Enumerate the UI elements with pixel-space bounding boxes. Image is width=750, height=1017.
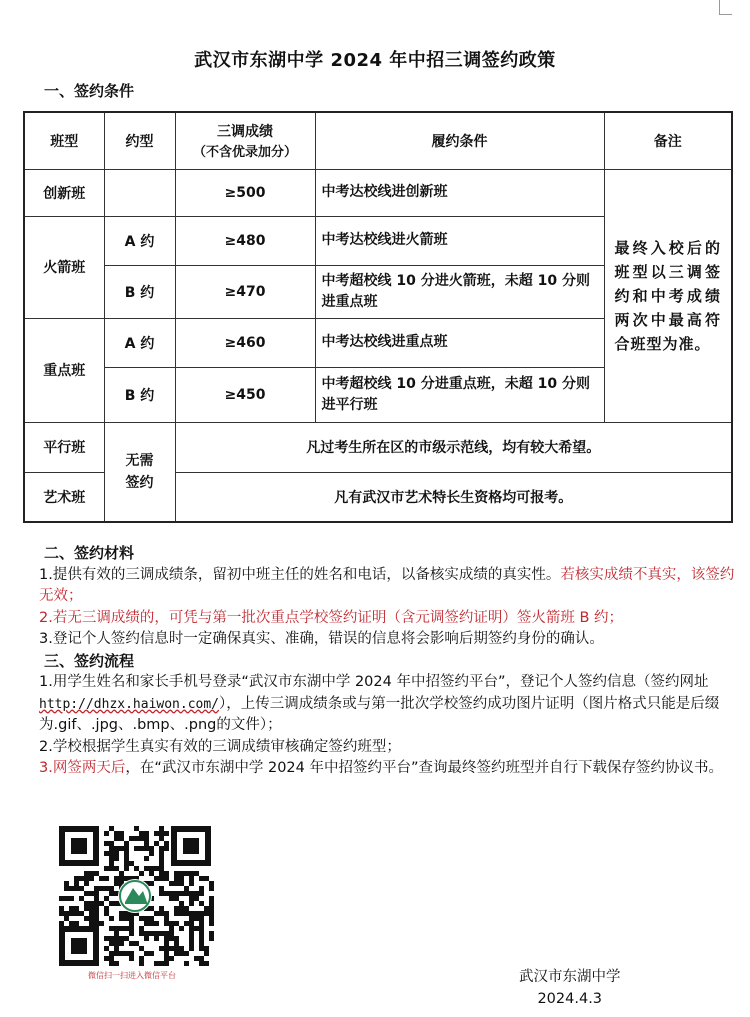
score-cell: ≥460 (175, 318, 315, 367)
section1-heading: 一、签约条件 (44, 82, 135, 100)
contract-cell: A 约 (104, 216, 175, 265)
contract-cell (104, 422, 175, 522)
process-item-1-text-a: 1.用学生姓名和家长手机号登录“武汉市东湖中学 2024 年中招签约平台”，登记个人签约信息（签约网址 (39, 674, 709, 690)
header-note: 备注 (604, 112, 732, 169)
section2-heading: 二、签约材料 (44, 544, 135, 562)
class-cell: 重点班 (24, 318, 104, 422)
material-item-1-text: 1.提供有效的三调成绩条，留初中班主任的姓名和电话，以备核实成绩的真实性。 (39, 566, 561, 583)
no-contract-line2: 签约 (125, 474, 154, 491)
signature-block (519, 966, 621, 1010)
signature-date: 2024.4.3 (537, 991, 603, 1007)
signature-school: 武汉市东湖中学 (519, 969, 621, 985)
material-item-3: 3.登记个人签约信息时一定确保真实、准确，错误的信息将会影响后期签约身份的确认。 (39, 631, 604, 647)
process-item-2: 2.学校根据学生真实有效的三调成绩审核确定签约班型； (39, 738, 401, 755)
header-score-line1: 三调成绩 (217, 124, 273, 141)
note-cell: 最终入校后的班型以三调签约和中考成绩两次中最高符合班型为准。 (604, 169, 732, 422)
score-cell: ≥500 (175, 169, 315, 216)
condition-cell: 中考超校线 10 分进重点班，未超 10 分则进平行班 (315, 367, 604, 422)
qr-finder-top-right (171, 826, 211, 866)
process-item-3-highlight: 3.网签两天后 (39, 760, 126, 776)
header-contract: 约型 (104, 112, 175, 169)
table-row (24, 422, 732, 472)
class-cell: 创新班 (24, 169, 104, 216)
material-item-1-warning: 若核实成绩不真实，该签约无效； (39, 566, 735, 604)
table-row (24, 169, 732, 216)
condition-cell: 凡过考生所在区的市级示范线，均有较大希望。 (175, 422, 732, 472)
no-contract-line1: 无需 (125, 452, 154, 469)
contract-cell: B 约 (104, 265, 175, 318)
class-cell: 平行班 (24, 422, 104, 472)
class-cell: 艺术班 (24, 472, 104, 522)
school-emblem-icon (118, 879, 152, 913)
contract-cell: A 约 (104, 318, 175, 367)
header-class: 班型 (24, 112, 104, 169)
material-item-2: 2.若无三调成绩的，可凭与第一批次重点学校签约证明（含元调签约证明）签火箭班 B 约； (39, 609, 623, 626)
score-cell: ≥470 (175, 265, 315, 318)
score-cell: ≥450 (175, 367, 315, 422)
table-header-row (24, 112, 732, 169)
condition-cell: 中考达校线进火箭班 (315, 216, 604, 265)
process-item-1-text-b: ），上传三调成绩条或与第一批次学校签约成功图片证明（图片格式只能是后缀为.gif、.jpg、.bmp、.png的文件）； (39, 695, 720, 733)
section3-heading: 三、签约流程 (44, 651, 135, 670)
signing-url-link[interactable]: http://dhzx.haiwon.com/ (39, 696, 220, 712)
qr-finder-top-left (59, 826, 99, 866)
process-item-1 (39, 672, 739, 737)
condition-cell: 中考超校线 10 分进火箭班，未超 10 分则进重点班 (315, 265, 604, 318)
condition-cell: 凡有武汉市艺术特长生资格均可报考。 (175, 472, 732, 522)
qr-code-image[interactable] (55, 822, 215, 970)
qr-finder-bottom-left (59, 926, 99, 966)
process-item-3-text: ，在“武汉市东湖中学 2024 年中招签约平台”查询最终签约班型并自行下载保存签约协议书。 (125, 760, 723, 776)
header-score-line2: （不含优录加分） (192, 145, 297, 161)
materials-and-process (39, 543, 739, 780)
signing-conditions-table (23, 111, 733, 523)
contract-cell (104, 169, 175, 216)
condition-cell: 中考达校线进创新班 (315, 169, 604, 216)
condition-cell: 中考达校线进重点班 (315, 318, 604, 367)
score-cell: ≥480 (175, 216, 315, 265)
contract-cell: B 约 (104, 367, 175, 422)
document-title: 武汉市东湖中学 2024 年中招三调签约政策 (194, 50, 556, 71)
header-condition: 履约条件 (315, 112, 604, 169)
qr-caption: 微信扫一扫进入微信平台 (88, 971, 176, 980)
material-item-1 (39, 565, 739, 608)
corner-mark (719, 0, 732, 15)
class-cell: 火箭班 (24, 216, 104, 318)
process-item-3 (39, 758, 739, 780)
header-score (175, 112, 315, 169)
